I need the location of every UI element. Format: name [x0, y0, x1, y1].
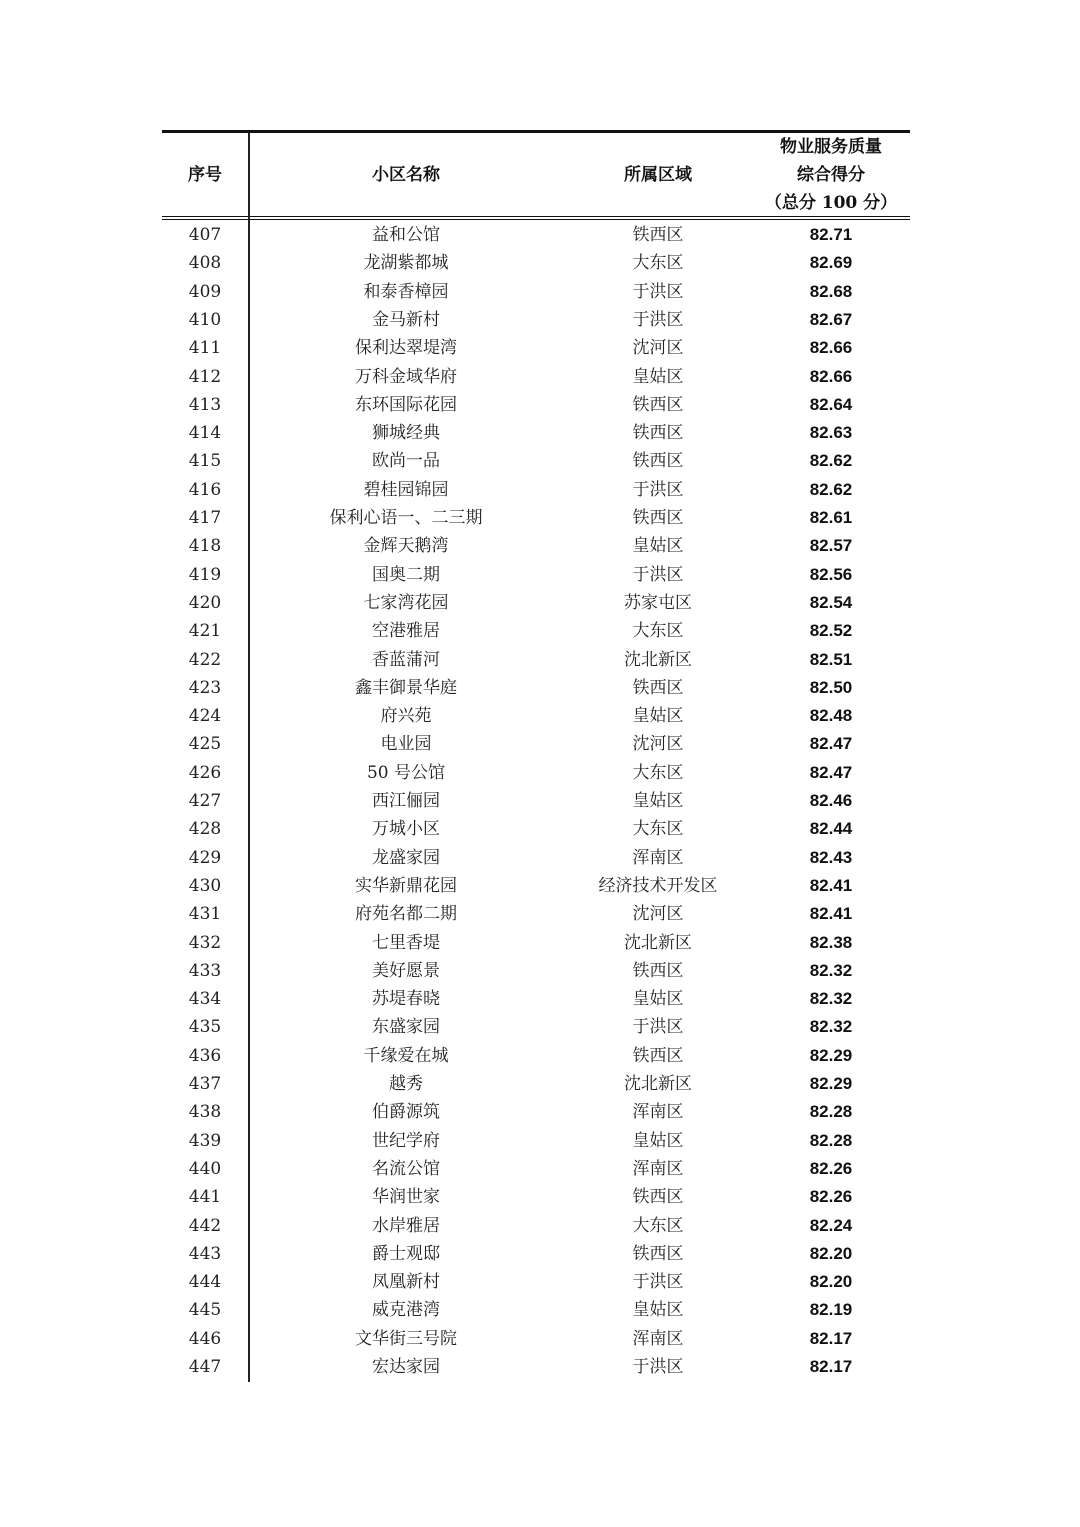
row-score: 82.50: [809, 677, 853, 697]
table-row: [162, 759, 910, 787]
row-area: 于洪区: [632, 564, 684, 585]
table-row: [162, 900, 910, 928]
table-row: [162, 1268, 910, 1296]
table-header: [162, 133, 910, 216]
row-seq: 439: [188, 1130, 222, 1151]
row-seq: 422: [188, 649, 222, 670]
row-score: 82.68: [809, 281, 853, 301]
row-score: 82.52: [809, 621, 853, 641]
row-area: 浑南区: [632, 1328, 684, 1349]
row-name: 爵士观邸: [372, 1243, 440, 1264]
row-name: 龙盛家园: [372, 847, 440, 868]
row-name: 空港雅居: [372, 621, 440, 642]
header-score-line3: （总分 100 分）: [764, 192, 898, 213]
row-area: 铁西区: [632, 1045, 684, 1066]
row-name: 千缘爱在城: [363, 1045, 449, 1066]
row-score: 82.41: [809, 875, 853, 895]
row-name: 保利心语一、二三期: [329, 508, 483, 528]
row-score: 82.38: [809, 932, 853, 952]
row-seq: 447: [188, 1357, 222, 1377]
row-seq: 441: [188, 1187, 222, 1208]
table-row: [162, 1013, 910, 1041]
row-area: 大东区: [632, 253, 684, 274]
row-seq: 431: [188, 904, 222, 925]
row-score: 82.26: [809, 1158, 853, 1178]
row-area: 浑南区: [632, 1158, 684, 1179]
table-row: [162, 674, 910, 702]
row-name: 和泰香樟园: [363, 281, 449, 302]
row-name: 香蓝蒲河: [372, 649, 440, 670]
row-name: 国奥二期: [372, 564, 440, 585]
row-area: 皇姑区: [632, 706, 684, 727]
row-score: 82.44: [809, 819, 853, 839]
row-area: 大东区: [632, 621, 684, 642]
row-name: 七家湾花园: [363, 592, 449, 613]
row-name: 伯爵源筑: [372, 1102, 440, 1123]
row-name: 欧尚一品: [372, 451, 440, 472]
table-row: [162, 1183, 910, 1211]
row-area: 铁西区: [632, 508, 684, 528]
table-row: [162, 844, 910, 872]
row-score: 82.46: [809, 791, 853, 810]
row-seq: 442: [188, 1215, 222, 1236]
row-name: 金马新村: [372, 309, 440, 330]
row-seq: 412: [188, 366, 222, 387]
table-row: [162, 532, 910, 560]
table-row: [162, 815, 910, 843]
row-area: 于洪区: [632, 1017, 684, 1038]
row-name: 狮城经典: [372, 423, 440, 444]
row-area: 沈北新区: [624, 932, 692, 953]
table-row: [162, 249, 910, 277]
table-row: [162, 1070, 910, 1098]
row-area: 沈河区: [632, 338, 684, 359]
row-name: 保利达翠堤湾: [355, 338, 457, 359]
header-score-line1: 物业服务质量: [780, 136, 882, 157]
row-score: 82.47: [809, 762, 853, 782]
table-row: [162, 306, 910, 334]
row-score: 82.32: [809, 989, 853, 1009]
row-seq: 425: [188, 734, 222, 755]
row-area: 铁西区: [632, 225, 684, 245]
row-seq: 416: [188, 479, 222, 500]
table-row: [162, 221, 910, 249]
row-score: 82.43: [809, 847, 853, 867]
row-name: 实华新鼎花园: [355, 875, 457, 896]
row-name: 东盛家园: [372, 1017, 440, 1038]
row-area: 沈北新区: [624, 1074, 692, 1094]
row-area: 沈北新区: [624, 649, 692, 670]
row-area: 于洪区: [632, 281, 684, 302]
row-area: 沈河区: [632, 904, 684, 925]
row-name: 名流公馆: [372, 1158, 440, 1179]
row-seq: 435: [188, 1017, 222, 1038]
table-row: [162, 957, 910, 985]
row-seq: 446: [188, 1328, 222, 1349]
row-area: 经济技术开发区: [598, 875, 718, 896]
row-seq: 417: [188, 508, 222, 528]
row-score: 82.61: [809, 508, 853, 527]
row-score: 82.62: [809, 479, 853, 499]
row-score: 82.20: [809, 1243, 853, 1263]
row-name: 益和公馆: [372, 225, 440, 245]
row-area: 浑南区: [632, 847, 684, 868]
table-row: [162, 787, 910, 815]
row-name: 东环国际花园: [355, 394, 457, 415]
row-seq: 408: [188, 253, 222, 274]
row-seq: 409: [188, 281, 222, 302]
table-row: [162, 730, 910, 758]
table-row: [162, 504, 910, 532]
row-score: 82.51: [809, 649, 853, 669]
row-score: 82.54: [809, 592, 853, 612]
row-seq: 436: [188, 1045, 222, 1066]
row-name: 府苑名都二期: [355, 904, 457, 925]
row-score: 82.62: [809, 451, 853, 471]
row-seq: 418: [188, 536, 222, 557]
row-name: 宏达家园: [372, 1357, 440, 1377]
row-score: 82.26: [809, 1187, 853, 1207]
row-seq: 444: [188, 1272, 222, 1293]
row-area: 皇姑区: [632, 1300, 684, 1321]
row-name: 西江俪园: [372, 791, 440, 811]
table-row: [162, 1296, 910, 1324]
row-seq: 410: [188, 309, 222, 330]
row-score: 82.19: [809, 1300, 853, 1320]
table-row: [162, 1325, 910, 1353]
header-seq: 序号: [188, 164, 222, 185]
row-area: 铁西区: [632, 1243, 684, 1264]
row-area: 于洪区: [632, 309, 684, 330]
row-area: 皇姑区: [632, 1130, 684, 1151]
row-name: 府兴苑: [380, 706, 432, 727]
row-name: 金辉天鹅湾: [363, 536, 449, 557]
row-seq: 434: [188, 989, 222, 1010]
table-row: [162, 1042, 910, 1070]
row-seq: 407: [188, 225, 222, 245]
row-area: 苏家屯区: [624, 592, 692, 613]
table-row: [162, 334, 910, 362]
table-row: [162, 1212, 910, 1240]
row-area: 皇姑区: [632, 989, 684, 1010]
row-seq: 419: [188, 564, 222, 585]
row-area: 铁西区: [632, 960, 684, 981]
row-score: 82.32: [809, 960, 853, 980]
row-score: 82.24: [809, 1215, 853, 1235]
row-area: 铁西区: [632, 423, 684, 444]
row-area: 大东区: [632, 762, 684, 783]
row-area: 铁西区: [632, 451, 684, 472]
row-score: 82.56: [809, 564, 853, 584]
row-name: 七里香堤: [372, 932, 440, 953]
row-score: 82.41: [809, 904, 853, 924]
row-seq: 429: [188, 847, 222, 868]
row-seq: 424: [188, 706, 222, 727]
table-row: [162, 589, 910, 617]
row-seq: 415: [188, 451, 222, 472]
table-row: [162, 476, 910, 504]
row-score: 82.47: [809, 734, 853, 754]
row-score: 82.67: [809, 309, 853, 329]
table-row: [162, 929, 910, 957]
row-score: 82.66: [809, 366, 853, 386]
row-name: 华润世家: [372, 1187, 440, 1208]
row-area: 浑南区: [632, 1102, 684, 1123]
header-area: 所属区域: [624, 164, 692, 185]
row-seq: 430: [188, 875, 222, 896]
row-score: 82.69: [809, 253, 853, 273]
row-area: 铁西区: [632, 677, 684, 698]
row-name: 50 号公馆: [366, 762, 446, 783]
row-seq: 411: [188, 338, 222, 359]
row-seq: 437: [188, 1074, 222, 1094]
row-score: 82.32: [809, 1017, 853, 1037]
row-name: 万科金域华府: [355, 366, 457, 387]
row-score: 82.28: [809, 1130, 853, 1150]
row-score: 82.17: [809, 1328, 853, 1348]
table-row: [162, 561, 910, 589]
table-row: [162, 617, 910, 645]
table-row: [162, 278, 910, 306]
row-seq: 413: [188, 394, 222, 415]
row-score: 82.17: [809, 1357, 853, 1376]
row-area: 皇姑区: [632, 536, 684, 557]
row-name: 世纪学府: [372, 1130, 440, 1151]
row-score: 82.57: [809, 536, 853, 556]
row-seq: 423: [188, 677, 222, 698]
row-area: 大东区: [632, 819, 684, 840]
row-name: 越秀: [389, 1074, 423, 1094]
row-area: 皇姑区: [632, 791, 684, 811]
header-double-rule: [162, 216, 910, 220]
row-score: 82.29: [809, 1074, 853, 1093]
row-score: 82.29: [809, 1045, 853, 1065]
row-area: 大东区: [632, 1215, 684, 1236]
row-seq: 428: [188, 819, 222, 840]
row-score: 82.28: [809, 1102, 853, 1122]
row-name: 美好愿景: [372, 960, 440, 981]
table-row: [162, 363, 910, 391]
row-area: 于洪区: [632, 1272, 684, 1293]
header-score: [752, 133, 910, 216]
row-score: 82.63: [809, 423, 853, 443]
table-row: [162, 1127, 910, 1155]
row-name: 威克港湾: [372, 1300, 440, 1321]
table-row: [162, 1098, 910, 1126]
row-name: 水岸雅居: [372, 1215, 440, 1236]
table-row: [162, 646, 910, 674]
row-seq: 440: [188, 1158, 222, 1179]
row-name: 凤凰新村: [372, 1272, 440, 1293]
row-seq: 420: [188, 592, 222, 613]
table-row: [162, 872, 910, 900]
row-score: 82.48: [809, 706, 853, 726]
table-row: [162, 1155, 910, 1183]
header-name: 小区名称: [372, 164, 440, 185]
row-seq: 443: [188, 1243, 222, 1264]
row-area: 沈河区: [632, 734, 684, 755]
row-name: 文华街三号院: [355, 1328, 457, 1349]
table-row: [162, 391, 910, 419]
row-name: 万城小区: [372, 819, 440, 840]
row-score: 82.66: [809, 338, 853, 358]
table-row: [162, 1353, 910, 1381]
row-seq: 427: [188, 791, 222, 811]
row-name: 龙湖紫都城: [363, 253, 449, 274]
row-seq: 432: [188, 932, 222, 953]
table-row: [162, 702, 910, 730]
header-score-line2: 综合得分: [797, 164, 865, 185]
row-seq: 433: [188, 960, 222, 981]
row-score: 82.20: [809, 1272, 853, 1292]
row-seq: 426: [188, 762, 222, 783]
row-seq: 438: [188, 1102, 222, 1123]
row-name: 鑫丰御景华庭: [355, 677, 457, 698]
table-row: [162, 419, 910, 447]
row-score: 82.64: [809, 394, 853, 414]
table-row: [162, 447, 910, 475]
row-area: 于洪区: [632, 479, 684, 500]
row-area: 于洪区: [632, 1357, 684, 1377]
row-area: 铁西区: [632, 394, 684, 415]
row-seq: 421: [188, 621, 222, 642]
table-row: [162, 1240, 910, 1268]
row-area: 铁西区: [632, 1187, 684, 1208]
row-score: 82.71: [809, 225, 853, 244]
row-name: 苏堤春晓: [372, 989, 440, 1010]
row-name: 碧桂园锦园: [363, 479, 449, 500]
row-seq: 445: [188, 1300, 222, 1321]
row-name: 电业园: [380, 734, 432, 755]
table-row: [162, 985, 910, 1013]
row-area: 皇姑区: [632, 366, 684, 387]
row-seq: 414: [188, 423, 222, 444]
